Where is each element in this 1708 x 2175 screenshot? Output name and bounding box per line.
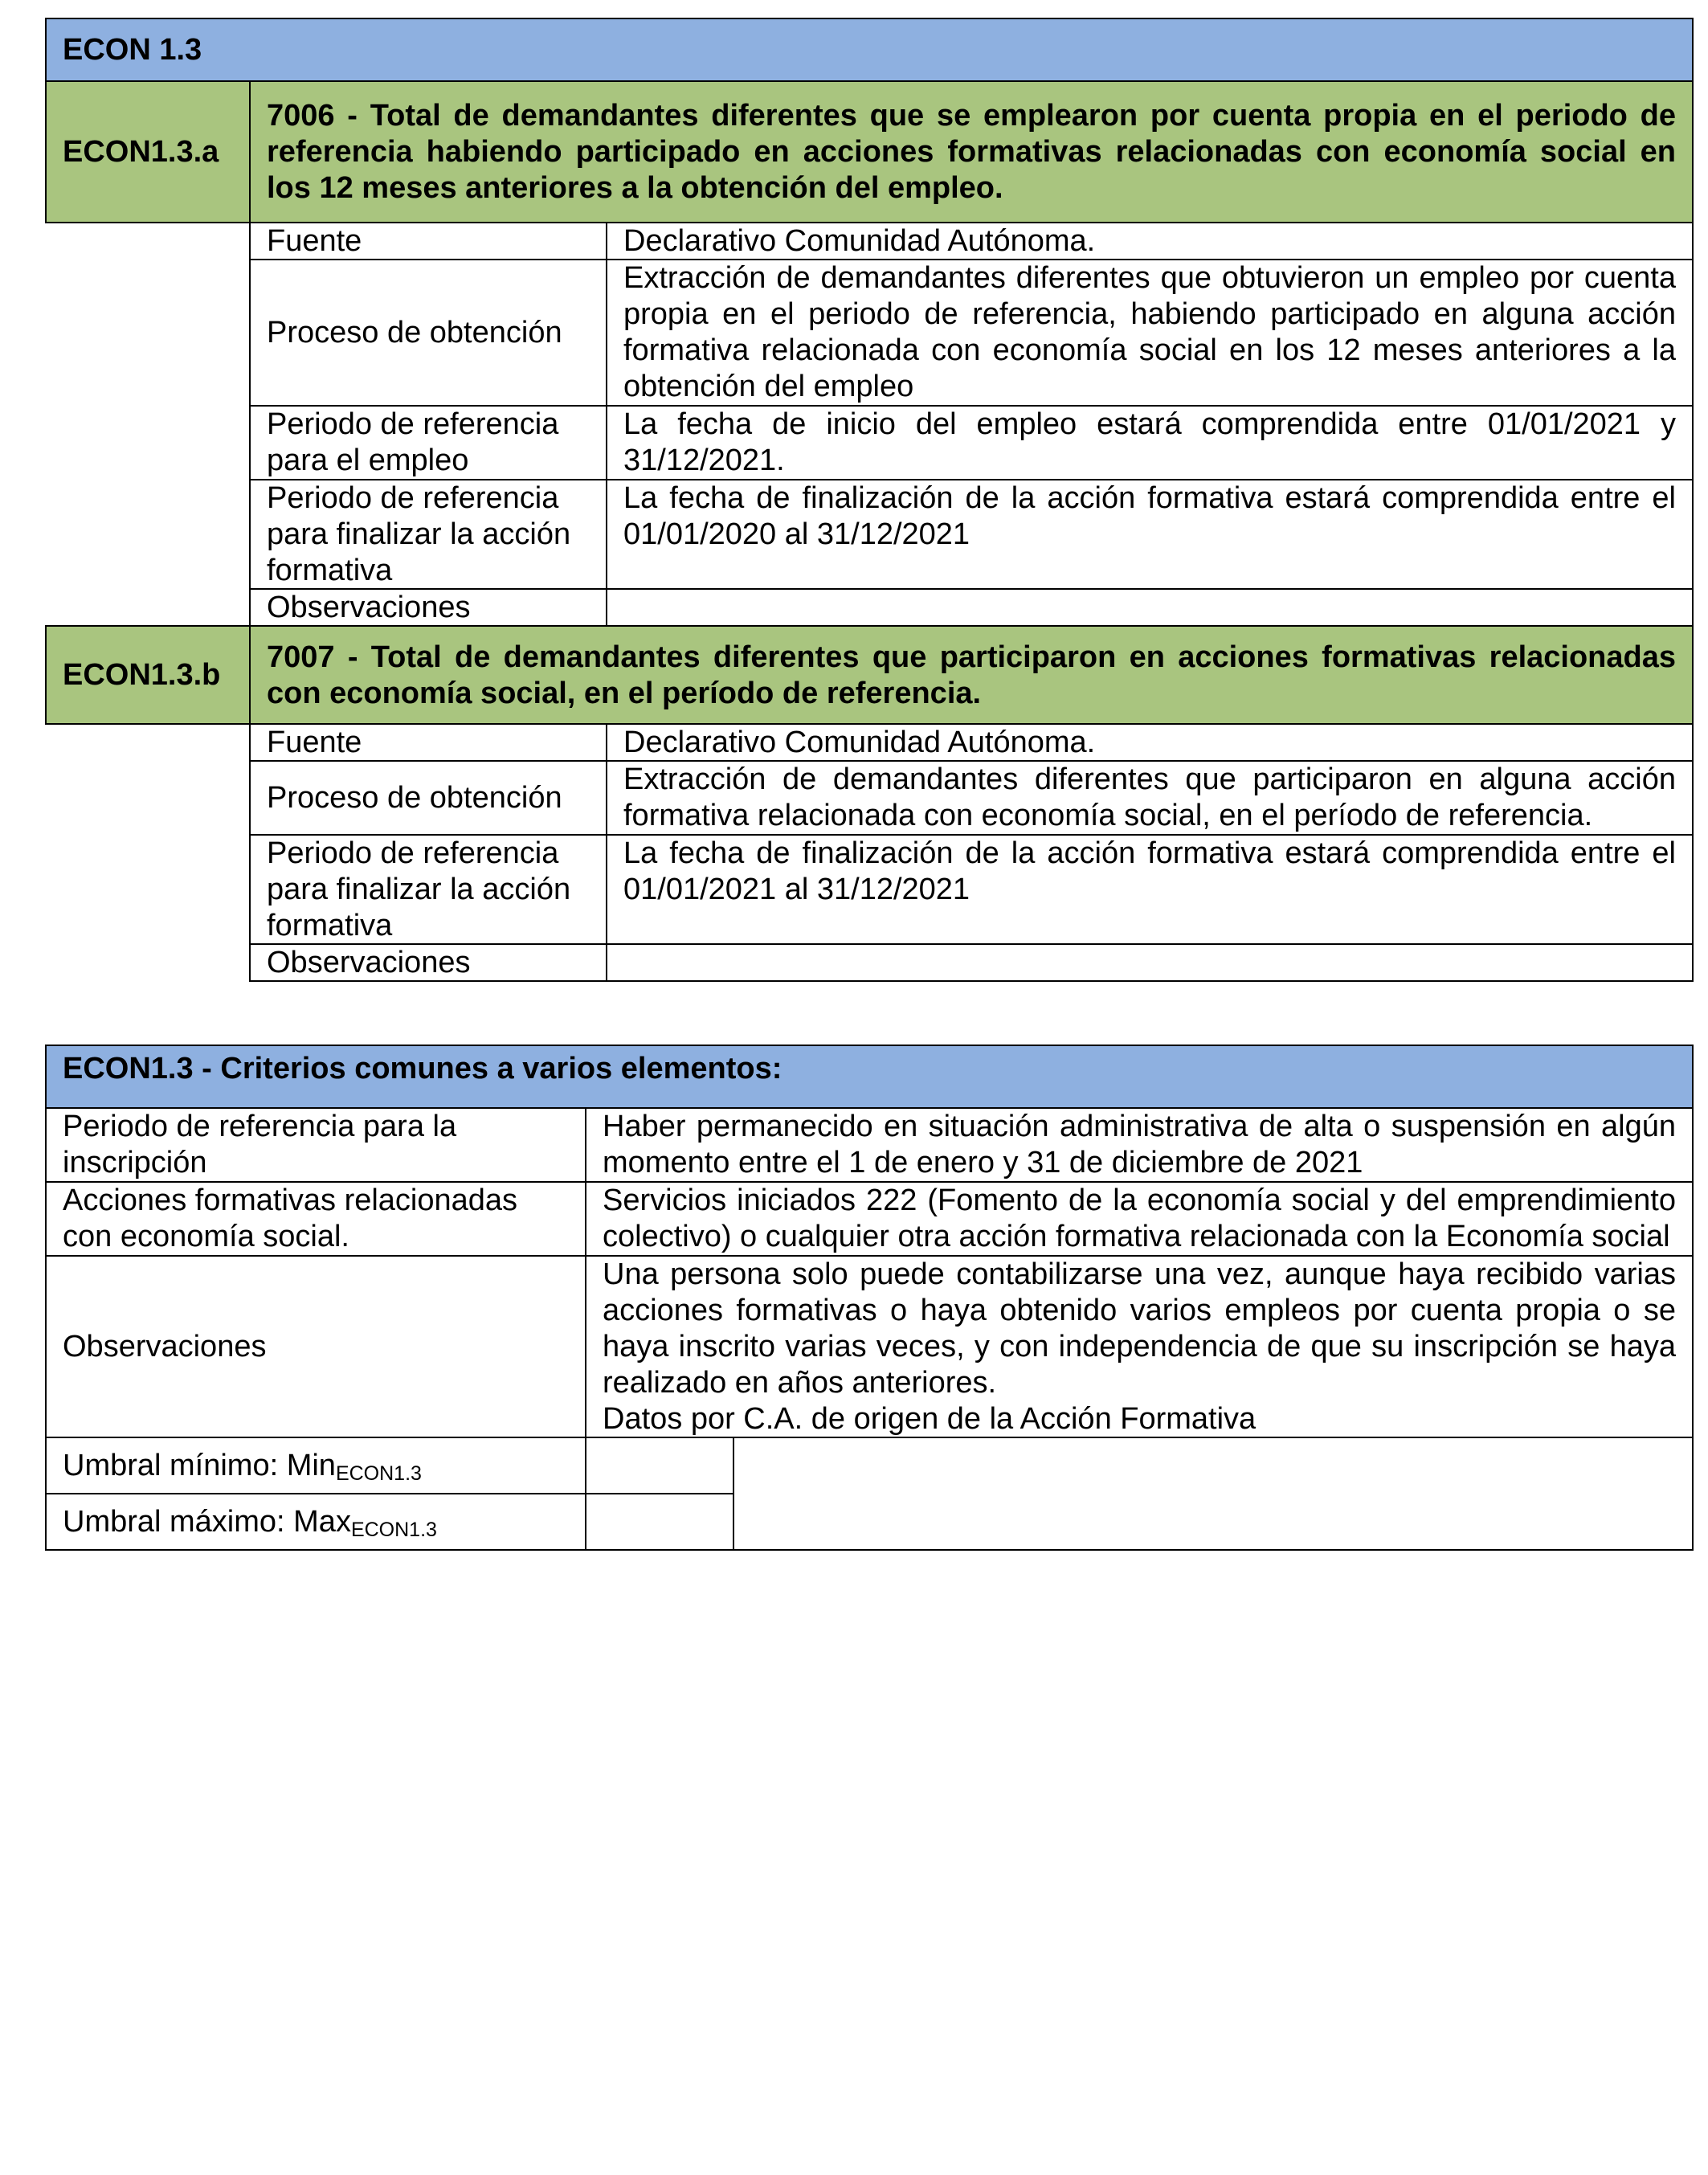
observaciones-text: Una persona solo puede contabilizarse una vez, aunque haya recibido varias acciones formativas o haya obtenido varios empleos por cuenta propia o se haya inscrito varias veces, y con independencia de que su inscripción se haya realizado en años anteriores. bbox=[603, 1257, 1676, 1400]
label-text: Periodo de referencia para finalizar la acción formativa bbox=[267, 481, 571, 587]
value-text: Declarativo Comunidad Autónoma. bbox=[623, 726, 1096, 759]
value-text: Haber permanecido en situación administrativa de alta o suspensión en algún momento entre el 1 de enero y 31 de diciembre de 2021 bbox=[603, 1110, 1676, 1179]
observaciones-extra-text: Datos por C.A. de origen de la Acción Formativa bbox=[603, 1402, 1256, 1436]
row-value-observaciones-b bbox=[606, 943, 1694, 982]
label-text: Observaciones bbox=[267, 946, 471, 979]
max-label-text: Umbral máximo: Max bbox=[63, 1504, 351, 1539]
value-text: La fecha de finalización de la acción formativa estará comprendida entre el 01/01/2021 al 31/12/2021 bbox=[623, 836, 1676, 906]
label-text: Fuente bbox=[267, 726, 362, 759]
criteria-header-text: ECON1.3 - Criterios comunes a varios elementos: bbox=[63, 1052, 782, 1085]
criteria-header bbox=[45, 1045, 1694, 1109]
label-text: Fuente bbox=[267, 224, 362, 258]
max-sub-text: ECON1.3 bbox=[350, 1518, 437, 1541]
row-value-fuente-a bbox=[606, 222, 1694, 260]
label-text: Acciones formativas relacionadas con economía social. bbox=[63, 1184, 518, 1253]
min-sub-text: ECON1.3 bbox=[335, 1462, 422, 1485]
label-text: Periodo de referencia para la inscripción bbox=[63, 1110, 457, 1179]
threshold-min-label bbox=[45, 1437, 586, 1494]
indicator-code-a bbox=[45, 80, 251, 223]
value-text: Declarativo Comunidad Autónoma. bbox=[623, 224, 1096, 258]
label-text: Observaciones bbox=[63, 1329, 267, 1363]
threshold-max-text bbox=[63, 1504, 437, 1540]
indicator-title-a bbox=[249, 80, 1694, 223]
criteria-label-periodo bbox=[45, 1107, 586, 1183]
row-value-periodo-empleo-a bbox=[606, 405, 1694, 480]
row-value-observaciones-a bbox=[606, 588, 1694, 627]
row-value-periodo-accion-b bbox=[606, 834, 1694, 945]
row-label-periodo-accion-b bbox=[249, 834, 607, 945]
criteria-label-observaciones bbox=[45, 1255, 586, 1438]
label-text: Proceso de obtención bbox=[267, 315, 562, 350]
section-header-text: ECON 1.3 bbox=[63, 32, 202, 67]
label-text: Observaciones bbox=[267, 591, 471, 624]
value-text: Extracción de demandantes diferentes que participaron en alguna acción formativa relacionada con economía social, en el período de referencia. bbox=[623, 762, 1676, 832]
row-label-fuente-b bbox=[249, 723, 607, 762]
value-text: La fecha de inicio del empleo estará comprendida entre 01/01/2021 y 31/12/2021. bbox=[623, 407, 1676, 477]
threshold-empty-cell bbox=[733, 1437, 1694, 1551]
indicator-title-b-text: 7007 - Total de demandantes diferentes que participaron en acciones formativas relacionadas con economía social, en el período de referencia. bbox=[267, 640, 1676, 710]
label-text: Periodo de referencia para el empleo bbox=[267, 407, 559, 477]
value-text: Servicios iniciados 222 (Fomento de la economía social y del emprendimiento colectivo) o cualquier otra acción formativa relacionada con la Economía social bbox=[603, 1184, 1676, 1253]
row-value-periodo-accion-a bbox=[606, 479, 1694, 590]
min-label-text: Umbral mínimo: Min bbox=[63, 1448, 336, 1482]
indicator-code-b bbox=[45, 625, 251, 725]
row-value-proceso-a bbox=[606, 259, 1694, 407]
row-label-observaciones-b bbox=[249, 943, 607, 982]
row-label-periodo-empleo-a bbox=[249, 405, 607, 480]
section-header bbox=[45, 18, 1694, 82]
row-value-proceso-b bbox=[606, 760, 1694, 836]
row-label-periodo-accion-a bbox=[249, 479, 607, 590]
row-label-proceso-b bbox=[249, 760, 607, 836]
criteria-value-observaciones bbox=[585, 1255, 1694, 1438]
criteria-value-periodo bbox=[585, 1107, 1694, 1183]
threshold-min-value bbox=[585, 1437, 734, 1494]
criteria-label-acciones bbox=[45, 1181, 586, 1257]
threshold-max-label bbox=[45, 1493, 586, 1551]
indicator-code-a-text: ECON1.3.a bbox=[63, 134, 219, 169]
row-label-observaciones-a bbox=[249, 588, 607, 627]
indicator-title-b bbox=[249, 625, 1694, 725]
value-text: Extracción de demandantes diferentes que obtuvieron un empleo por cuenta propia en el periodo de referencia, habiendo participado en alguna acción formativa relacionada con economía social en los 12 meses anteriores a la obtención del empleo bbox=[623, 261, 1676, 403]
threshold-min-text bbox=[63, 1448, 422, 1484]
label-text: Proceso de obtención bbox=[267, 780, 562, 815]
criteria-value-acciones bbox=[585, 1181, 1694, 1257]
label-text: Periodo de referencia para finalizar la acción formativa bbox=[267, 836, 571, 942]
indicator-code-b-text: ECON1.3.b bbox=[63, 657, 221, 692]
indicator-title-a-text: 7006 - Total de demandantes diferentes que se emplearon por cuenta propia en el periodo de referencia habiendo participado en acciones formativas relacionadas con economía social en los 12 meses anteriores a la obtención del empleo. bbox=[267, 99, 1676, 205]
row-value-fuente-b bbox=[606, 723, 1694, 762]
row-label-fuente-a bbox=[249, 222, 607, 260]
row-label-proceso-a bbox=[249, 259, 607, 407]
threshold-max-value bbox=[585, 1493, 734, 1551]
value-text: La fecha de finalización de la acción formativa estará comprendida entre el 01/01/2020 al 31/12/2021 bbox=[623, 481, 1676, 551]
